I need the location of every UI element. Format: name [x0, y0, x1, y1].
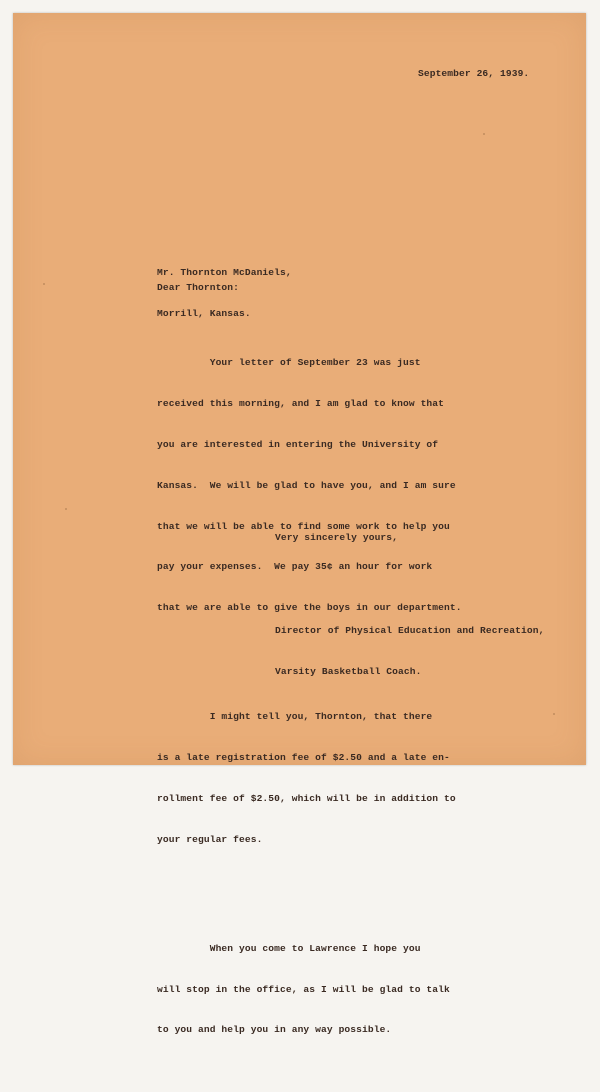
body-line: will stop in the office, as I will be glad to talk — [157, 983, 450, 995]
body-line: When you come to Lawrence I hope you — [157, 942, 421, 954]
body-line: to you and help you in any way possible. — [157, 1024, 392, 1036]
body-line: I might tell you, Thornton, that there — [157, 711, 433, 723]
body-line: your regular fees. — [157, 833, 263, 845]
complimentary-closing: Very sincerely yours, — [275, 532, 399, 543]
body-line: you are interested in entering the University of — [157, 438, 439, 450]
body-line: is a late registration fee of $2.50 and a late en- — [157, 752, 450, 763]
letter-body — [157, 302, 462, 1092]
body-line: Kansas. We will be glad to have you, and I am sure — [157, 479, 456, 491]
recipient-town: Morrill, Kansas. — [157, 307, 251, 319]
body-line: received this morning, and I am glad to know that — [157, 398, 445, 410]
paper-speck — [65, 508, 67, 510]
paragraph-1 — [157, 329, 462, 642]
paper-speck — [553, 713, 555, 715]
recipient-name: Mr. Thornton McDaniels, — [157, 267, 292, 279]
signature-role: Varsity Basketball Coach. — [275, 665, 422, 677]
signature-block — [275, 597, 544, 692]
paper-speck — [43, 283, 45, 285]
body-line: rollment fee of $2.50, which will be in addition to — [157, 792, 456, 804]
letter-date: September 26, 1939. — [418, 68, 530, 79]
body-line: Your letter of September 23 was just — [157, 357, 421, 369]
paragraph-3 — [157, 915, 462, 1065]
paragraph-2 — [157, 683, 462, 873]
body-line: that we are able to give the boys in our department. — [157, 602, 462, 614]
signature-title: Director of Physical Education and Recreation, — [275, 625, 545, 637]
salutation: Dear Thornton: — [157, 282, 240, 293]
body-line: pay your expenses. We pay 35¢ an hour for work — [157, 561, 433, 573]
body-line: that we will be able to find some work to help you — [157, 520, 450, 532]
paper-speck — [483, 133, 485, 135]
